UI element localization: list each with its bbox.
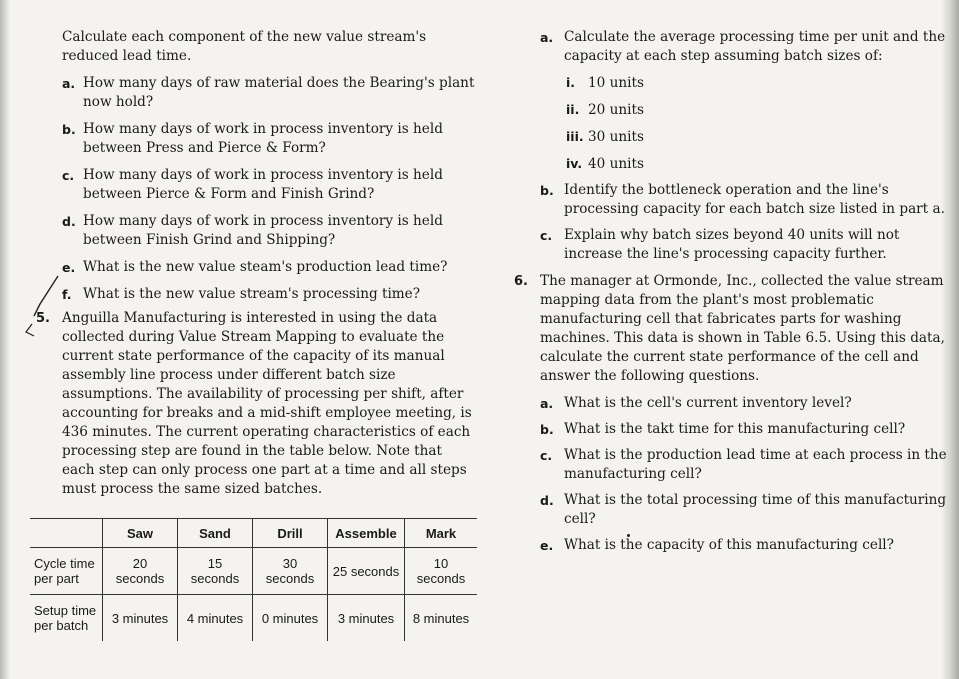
item-label: f. [62, 287, 72, 302]
item-label: ii. [566, 102, 580, 117]
intro-text: Calculate each component of the new value stream's reduced lead time. [62, 29, 427, 64]
item-text: How many days of work in process inventory is held between Finish Grind and Shipping? [83, 213, 443, 248]
q6-item-b [540, 420, 950, 439]
q6-item-e [540, 536, 950, 555]
table-header-cell: Mark [405, 519, 478, 548]
q6-item-a [540, 394, 950, 413]
table-cell: 15 seconds [178, 548, 253, 595]
item-text: How many days of raw material does the Bearing's plant now hold? [83, 75, 475, 110]
table-cell: 0 minutes [253, 595, 328, 642]
right-item-c [540, 226, 950, 264]
item-text: What is the new value steam's production lead time? [83, 259, 448, 275]
table-cell: 3 minutes [328, 595, 405, 642]
left-item-b [62, 120, 482, 158]
item-label: b. [540, 183, 554, 198]
question-number: 6. [514, 274, 528, 289]
batch-size-item [540, 73, 950, 93]
item-label: iv. [566, 156, 583, 171]
item-label: b. [62, 122, 76, 137]
item-label: e. [62, 260, 76, 275]
batch-size-item [540, 127, 950, 147]
table-header-cell: Drill [253, 519, 328, 548]
table-header-cell: Saw [103, 519, 178, 548]
item-text: What is the new value stream's processing time? [83, 286, 421, 302]
item-text: Identify the bottleneck operation and the line's processing capacity for each batch size listed in part a. [564, 182, 945, 217]
left-item-c [62, 166, 482, 204]
question-5 [36, 309, 477, 499]
left-item-a [62, 74, 482, 112]
item-label: c. [540, 448, 553, 463]
item-text: What is the cell's current inventory level? [564, 395, 852, 411]
left-column [36, 28, 482, 499]
item-label: d. [62, 214, 76, 229]
item-text: Calculate the average processing time per unit and the capacity at each step assuming batch sizes of: [564, 29, 946, 64]
item-label: iii. [566, 129, 584, 144]
batch-size-item [540, 100, 950, 120]
table-header-cell: Sand [178, 519, 253, 548]
table-cell: 3 minutes [103, 595, 178, 642]
row-label: Cycle time per part [34, 556, 95, 586]
item-label: b. [540, 422, 554, 437]
item-label: c. [540, 228, 553, 243]
row-label: Setup time per batch [30, 595, 103, 642]
table-header-row [30, 519, 477, 548]
item-text: What is the takt time for this manufacturing cell? [564, 421, 906, 437]
item-text: 20 units [588, 102, 644, 118]
item-label: e. [540, 538, 554, 553]
item-label: a. [540, 30, 554, 45]
left-item-f [62, 285, 482, 304]
page-left-edge [0, 0, 10, 679]
question-text: The manager at Ormonde, Inc., collected the value stream mapping data from the plant's most problematic manufacturing cell that fabricates parts for washing machines. This data is shown in Table 6.5. Using this data, calculate the current state performance of the cell and answer the following questions. [540, 273, 945, 384]
table-header-cell: Assemble [328, 519, 405, 548]
q6-item-d [540, 491, 950, 529]
item-text: 40 units [588, 156, 644, 172]
batch-size-item [540, 154, 950, 174]
right-item-b [540, 181, 950, 219]
item-text: What is the total processing time of this manufacturing cell? [564, 492, 947, 527]
table-row [30, 595, 477, 642]
table-cell: 4 minutes [178, 595, 253, 642]
item-text: What is the capacity of this manufacturing cell? [564, 537, 894, 553]
item-label: a. [540, 396, 554, 411]
right-item-a [540, 28, 950, 66]
item-text: How many days of work in process inventory is held between Pierce & Form and Finish Grind? [83, 167, 443, 202]
table-cell: 25 seconds [328, 548, 405, 595]
pen-mark-icon [22, 272, 62, 342]
item-text: Explain why batch sizes beyond 40 units will not increase the line's processing capacity further. [564, 227, 900, 262]
item-label: d. [540, 493, 554, 508]
item-text: 30 units [588, 129, 644, 145]
item-text: How many days of work in process inventory is held between Press and Pierce & Form? [83, 121, 443, 156]
q6-item-c [540, 446, 950, 484]
table-header-cell [30, 519, 103, 548]
item-text: What is the production lead time at each process in the manufacturing cell? [564, 447, 947, 482]
table-cell: 8 minutes [405, 595, 478, 642]
right-column [514, 28, 950, 562]
operating-characteristics-table [30, 518, 477, 641]
question-text: Anguilla Manufacturing is interested in using the data collected during Value Stream Mapping to evaluate the current state performance of the capacity of its manual assembly line process under different batch size assumptions. The availability of processing per shift, after accounting for breaks and a mid-shift employee meeting, is 436 minutes. The current operating characteristics of each processing step are found in the table below. Note that each step can only process one part at a time and all steps must process the same sized batches. [62, 310, 472, 497]
item-text: 10 units [588, 75, 644, 91]
left-item-d [62, 212, 482, 250]
item-label: i. [566, 75, 576, 90]
question-6 [514, 272, 950, 386]
item-label: a. [62, 76, 76, 91]
table-cell: 10 seconds [405, 548, 478, 595]
table-cell: 30 seconds [253, 548, 328, 595]
pen-dot-icon [627, 534, 630, 537]
left-item-e [62, 258, 482, 277]
table-row [30, 548, 477, 595]
item-label: c. [62, 168, 75, 183]
question-number: 5. [36, 311, 50, 326]
table-cell: 20 seconds [103, 548, 178, 595]
